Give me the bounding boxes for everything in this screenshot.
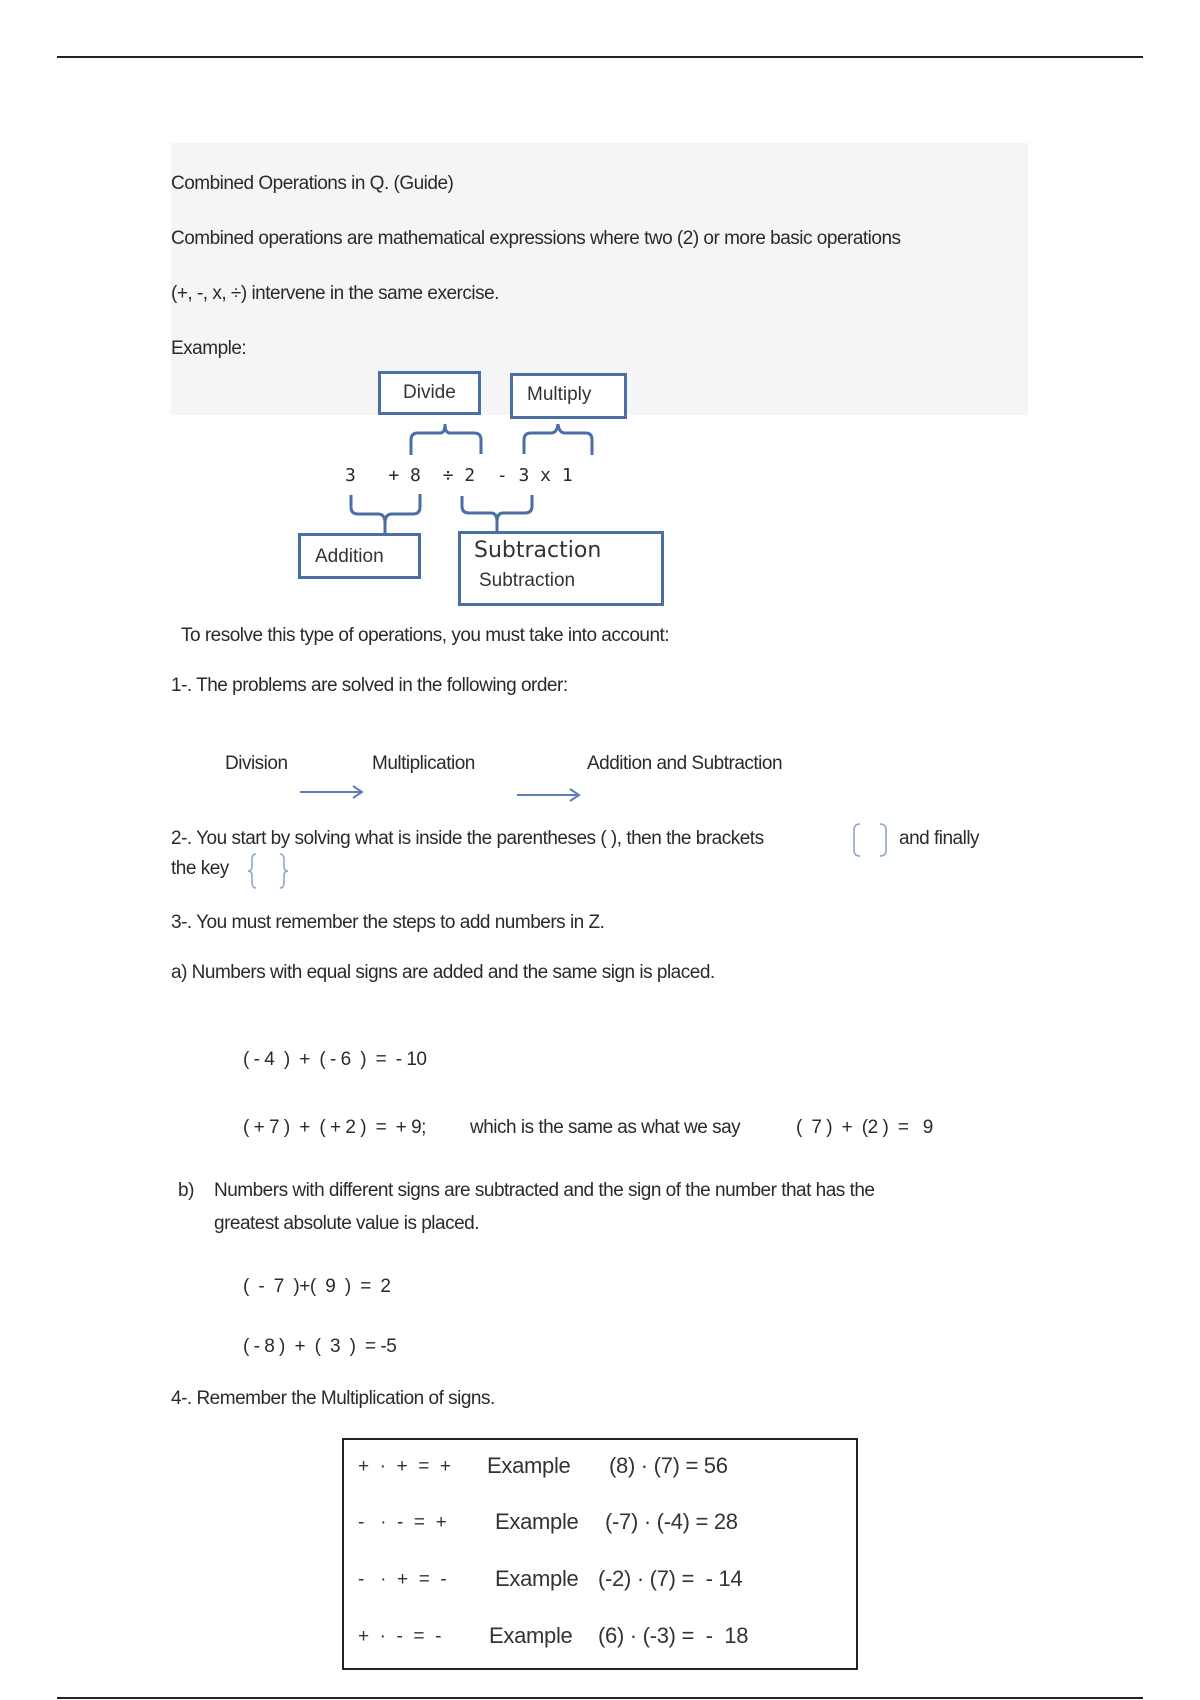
expr-token: 3 xyxy=(518,465,530,486)
example-equation: (8) · (7) = 56 xyxy=(609,1453,728,1478)
order-addition-subtraction: Addition and Subtraction xyxy=(587,753,783,774)
rule-2-line-1b: and finally xyxy=(899,828,980,849)
intro-line-2: (+, -, x, ÷) intervene in the same exercise. xyxy=(171,283,499,304)
divide-brace-icon xyxy=(0,0,1200,700)
addition-label: Addition xyxy=(315,546,384,567)
example-equation: (6) · (-3) = - 18 xyxy=(598,1623,749,1648)
rule-4-text: 4-. Remember the Multiplication of signs. xyxy=(171,1388,495,1409)
expr-token: - xyxy=(496,465,508,486)
rule-3b-marker: b) xyxy=(178,1180,194,1201)
example-label: Example xyxy=(495,1566,579,1591)
sign-rule: + · + = + xyxy=(358,1456,451,1477)
divide-label: Divide xyxy=(403,382,456,403)
expr-token: 3 xyxy=(345,465,356,486)
rule-3b-example-1: ( - 7 )+( 9 ) = 2 xyxy=(243,1276,391,1297)
multiply-label: Multiply xyxy=(527,384,592,405)
rule-3a-example-2b: which is the same as what we say xyxy=(470,1117,741,1138)
rule-2-line-2: the key xyxy=(171,858,229,879)
expr-token: + xyxy=(388,465,400,486)
expr-token: 2 xyxy=(464,465,476,486)
curly-braces-icon xyxy=(246,852,290,890)
rule-2-line-1a: 2-. You start by solving what is inside the parentheses ( ), then the brackets xyxy=(171,828,764,849)
rule-3b-line-1: Numbers with different signs are subtracted and the sign of the number that has the xyxy=(214,1180,875,1201)
expr-token: x xyxy=(540,465,552,486)
example-label: Example xyxy=(489,1623,573,1648)
rule-1-text: 1-. The problems are solved in the following order: xyxy=(171,675,568,696)
intro-line-1: Combined operations are mathematical expressions where two (2) or more basic operations xyxy=(171,228,901,249)
subtraction-label-small: Subtraction xyxy=(479,570,576,591)
rule-3a-example-2c: ( 7 ) + (2 ) = 9 xyxy=(796,1117,933,1138)
expr-token: ÷ xyxy=(442,465,454,486)
rule-3a-example-1: ( - 4 ) + ( - 6 ) = - 10 xyxy=(243,1049,427,1070)
arrow-right-icon xyxy=(298,784,368,800)
example-label: Example xyxy=(487,1453,571,1478)
sign-rule: - · + = - xyxy=(358,1569,447,1590)
expr-token: 8 xyxy=(410,465,421,486)
rule-3b-line-2: greatest absolute value is placed. xyxy=(214,1213,480,1234)
example-equation: (-2) · (7) = - 14 xyxy=(598,1566,743,1591)
rule-3a-text: a) Numbers with equal signs are added and the same sign is placed. xyxy=(171,962,715,983)
sign-rule: - · - = + xyxy=(358,1512,447,1533)
sign-rule: + · - = - xyxy=(358,1626,442,1647)
expr-token: 1 xyxy=(561,465,573,486)
sign-multiplication-table xyxy=(342,1438,858,1670)
document-title: Combined Operations in Q. (Guide) xyxy=(171,173,454,194)
square-brackets-icon xyxy=(850,822,892,858)
rule-3a-example-2a: ( + 7 ) + ( + 2 ) = + 9; xyxy=(243,1117,426,1138)
resolve-intro: To resolve this type of operations, you must take into account: xyxy=(181,625,670,646)
order-division: Division xyxy=(225,753,288,774)
order-multiplication: Multiplication xyxy=(372,753,475,774)
example-label: Example: xyxy=(171,338,247,359)
rule-3-text: 3-. You must remember the steps to add numbers in Z. xyxy=(171,912,605,933)
arrow-right-icon xyxy=(515,787,585,803)
bottom-horizontal-rule xyxy=(57,1697,1143,1699)
rule-3b-example-2: ( - 8 ) + ( 3 ) = -5 xyxy=(243,1336,397,1357)
example-label: Example xyxy=(495,1509,579,1534)
example-equation: (-7) · (-4) = 28 xyxy=(605,1509,738,1534)
subtraction-label-large: Subtraction xyxy=(474,538,602,563)
